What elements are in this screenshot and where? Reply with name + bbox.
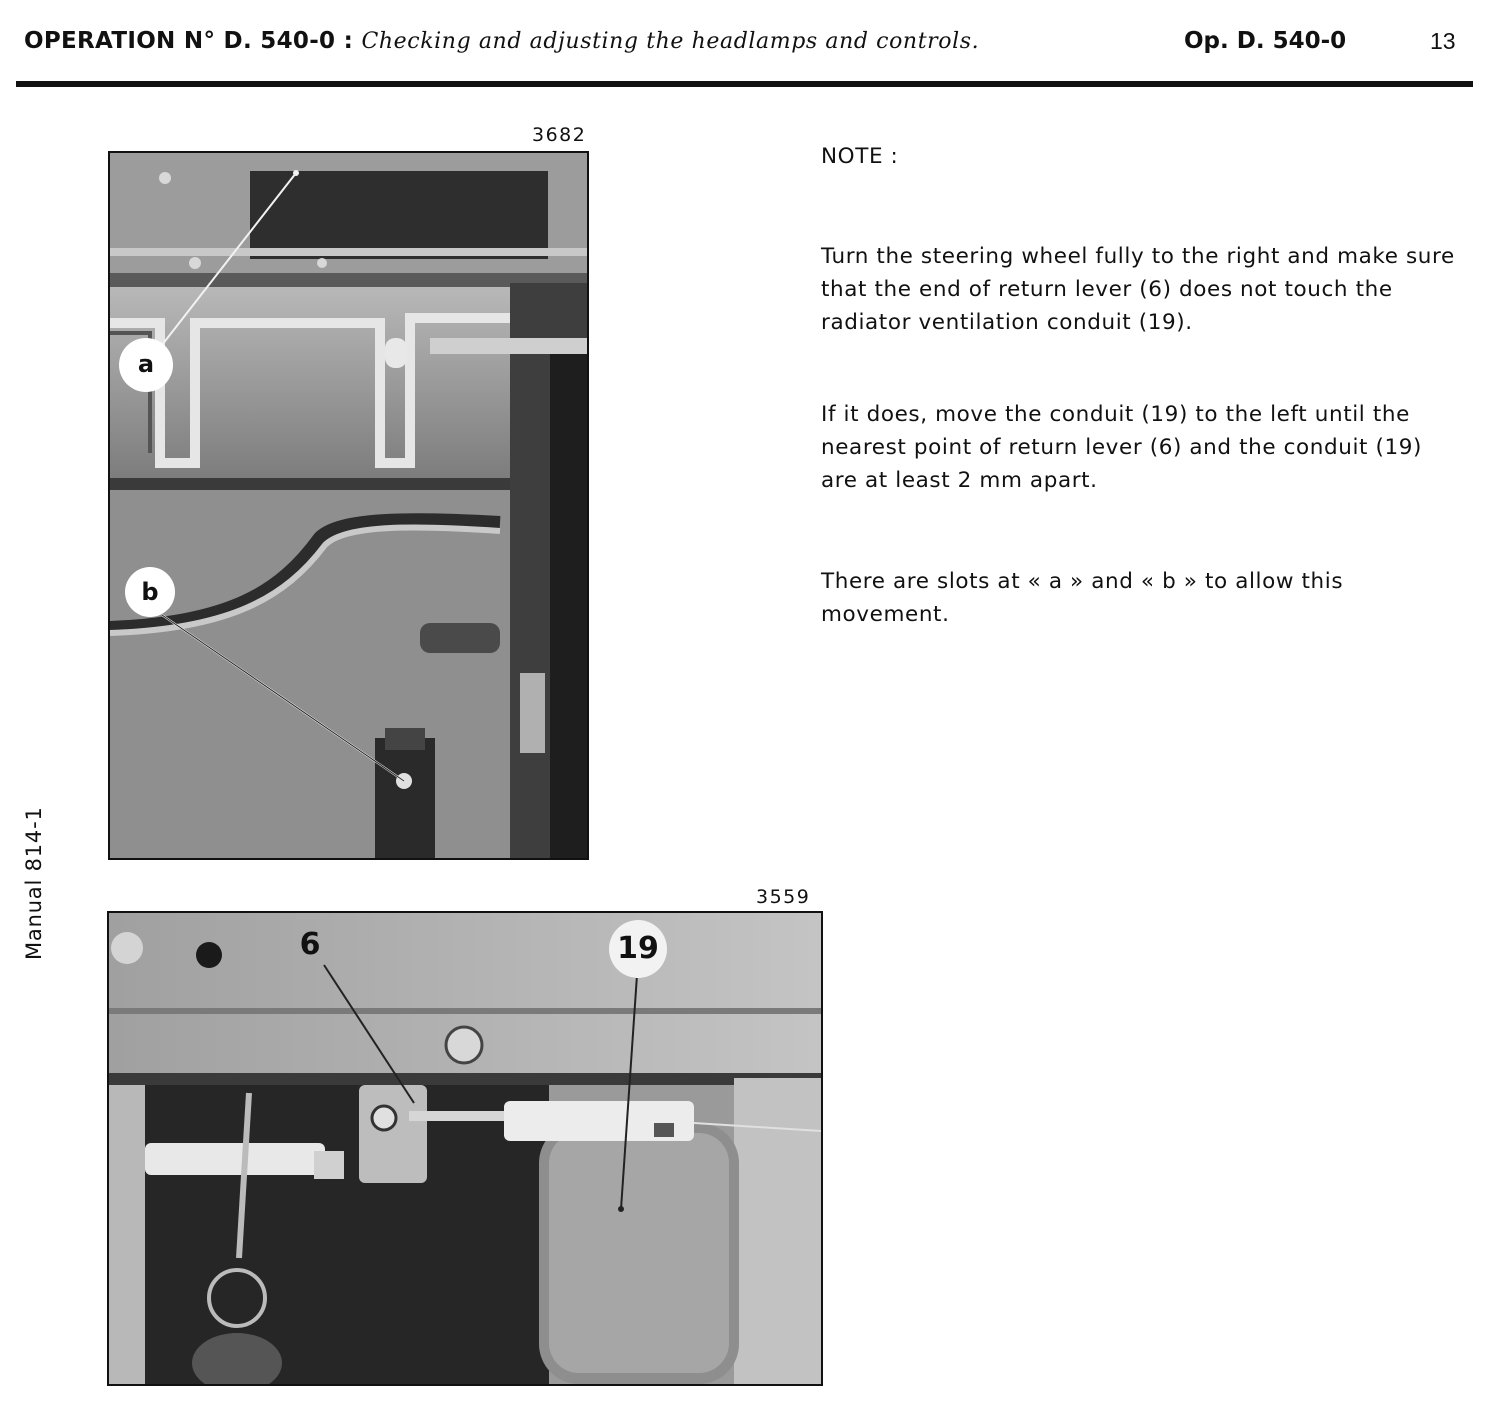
photo-bottom-drawing: [109, 913, 821, 1384]
callout-6-label: 6: [299, 927, 321, 962]
callout-6: [285, 920, 335, 970]
note-paragraph-1: Turn the steering wheel fully to the right and make sure that the end of return lever (6) does not touch the radiator ventilation conduit (19).: [821, 244, 1455, 335]
title-separator: :: [335, 28, 362, 54]
callout-a-label: a: [137, 350, 155, 378]
callout-19: [609, 920, 667, 978]
note-paragraph-2: If it does, move the conduit (19) to the left until the nearest point of return lever (6) and the conduit (19) are at least 2 mm apart.: [821, 402, 1423, 493]
photo-top-drawing: [110, 153, 587, 858]
manual-side-label: Manual 814-1: [22, 806, 46, 960]
note-section: [821, 140, 1461, 627]
callout-a: [119, 338, 173, 392]
figure-number-bottom: 3559: [756, 886, 811, 908]
operation-title: [24, 28, 979, 54]
photo-top: [108, 151, 589, 860]
callout-b-label: b: [141, 578, 159, 606]
header-rule: [16, 81, 1473, 87]
note-title: NOTE :: [821, 144, 899, 169]
photo-bottom: [107, 911, 823, 1386]
callout-19-label: 19: [617, 931, 659, 966]
page-header: [24, 28, 1464, 62]
callout-b: [125, 567, 175, 617]
operation-number: OPERATION N° D. 540-0: [24, 28, 336, 54]
operation-subtitle: Checking and adjusting the headlamps and controls.: [361, 29, 980, 54]
note-paragraph-3: There are slots at « a » and « b » to allow this movement.: [821, 569, 1344, 627]
page-number: 13: [1430, 28, 1456, 54]
figure-number-top: 3682: [532, 124, 587, 146]
operation-reference: Op. D. 540-0: [1184, 28, 1347, 54]
